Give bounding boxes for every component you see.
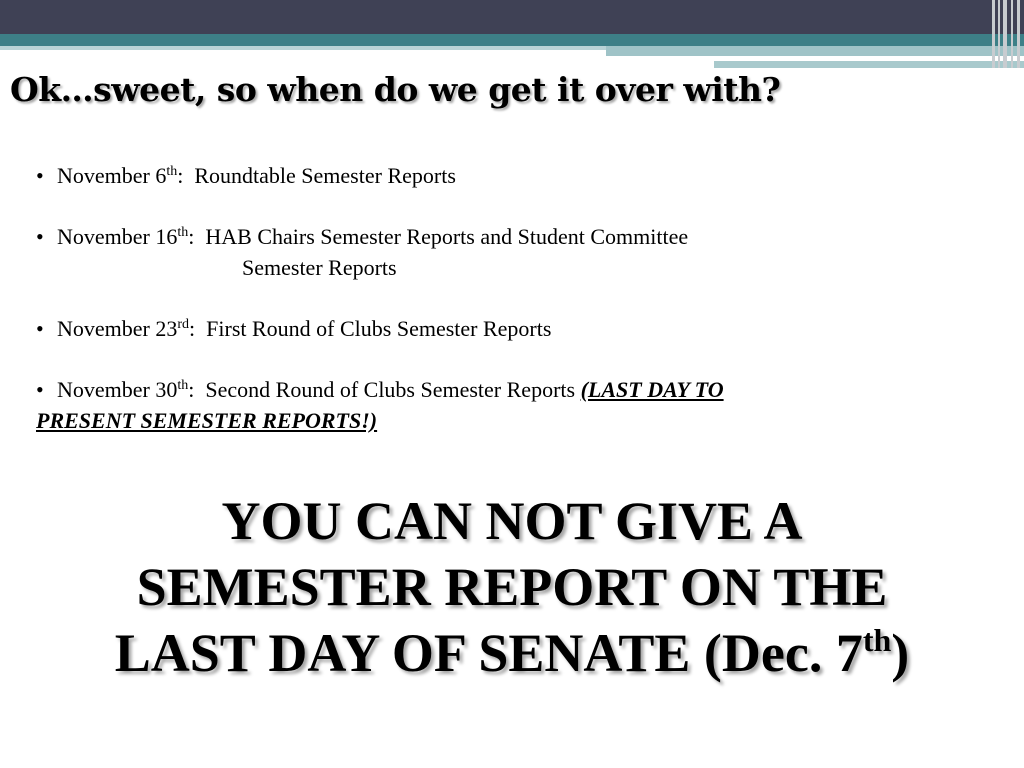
warning-line: LAST DAY OF SENATE (Dec. 7 [114,623,863,683]
list-item [36,374,986,436]
item-date-suffix: th [177,378,189,393]
item-date-suffix: rd [177,317,190,332]
corner-stripes [988,0,1024,68]
bullet-glyph: • [36,377,44,402]
deadline-emphasis-continued: PRESENT SEMESTER REPORTS!) [36,408,378,433]
slide-title: Ok…sweet, so when do we get it over with? [10,70,781,109]
header-step-accent [606,46,1024,56]
item-colon: : [189,316,196,341]
warning-line: YOU CAN NOT GIVE A [221,491,803,551]
item-text: First Round of Clubs Semester Reports [206,316,552,341]
item-text: Second Round of Clubs Semester Reports [205,377,576,402]
item-colon: : [188,224,195,249]
item-date-suffix: th [166,164,178,179]
bullet-glyph: • [36,224,44,249]
item-date: November 16 [57,224,178,249]
list-item [36,221,986,283]
bullet-glyph: • [36,316,44,341]
warning-line-end: ) [891,623,910,683]
list-item [36,160,986,191]
warning-date-suffix: th [862,622,892,658]
item-date: November 30 [57,377,178,402]
item-text-continued: Semester Reports [242,255,397,280]
item-text: Roundtable Semester Reports [194,163,456,188]
item-colon: : [188,377,195,402]
item-date: November 6 [57,163,167,188]
header-bar-teal [0,34,1024,46]
item-date: November 23 [57,316,178,341]
warning-line: SEMESTER REPORT ON THE [136,557,888,617]
date-list [36,160,986,466]
list-item [36,313,986,344]
header-step-lower [714,61,1024,68]
item-date-suffix: th [177,225,189,240]
bullet-glyph: • [36,163,44,188]
deadline-emphasis: (LAST DAY TO [580,377,724,402]
header-bar-dark [0,0,1024,34]
item-text: HAB Chairs Semester Reports and Student Committee [205,224,689,249]
warning-notice [0,488,1024,686]
item-colon: : [177,163,184,188]
